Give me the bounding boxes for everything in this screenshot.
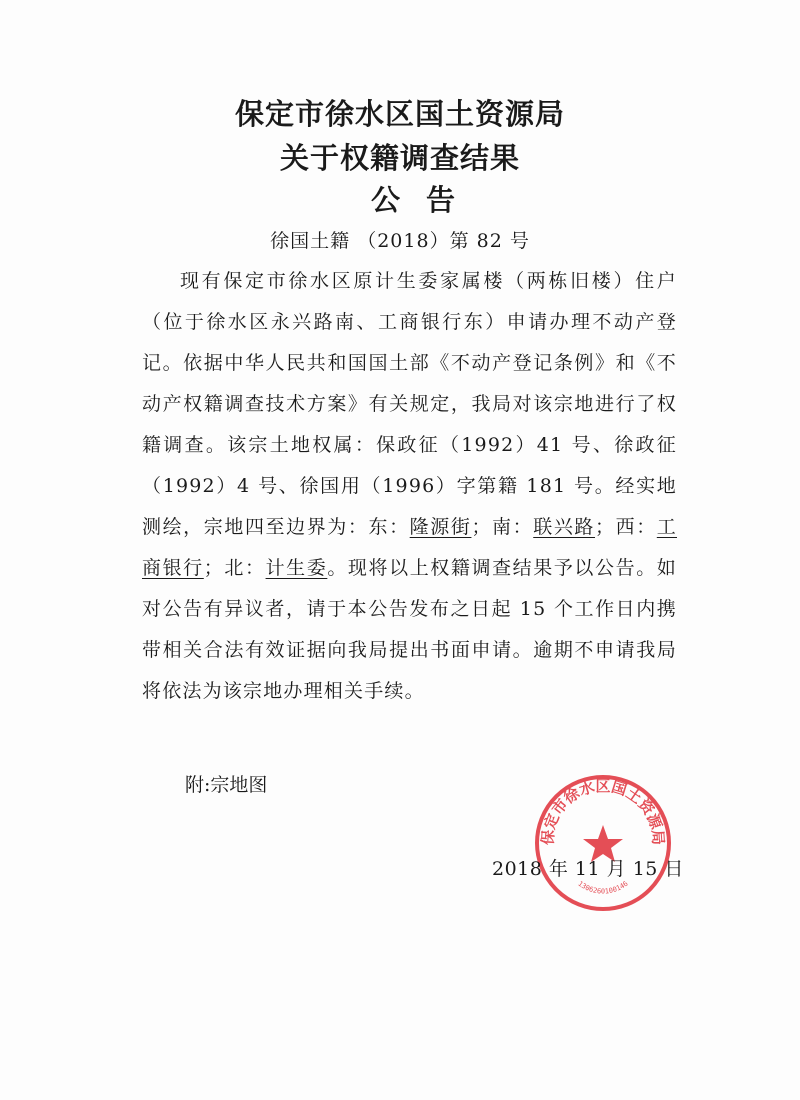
svg-text:1306260100146: 1306260100146: [576, 879, 630, 896]
body-text: 现有保定市徐水区原计生委家属楼（两栋旧楼）住户（位于徐水区永兴路南、工商银行东）申请办理不动产登记。依据中华人民共和国国土部《不动产登记条例》和《不动产权籍调查技术方案》有关规定，我局对该宗地进行了权籍调查。该宗土地权属：保政征（1992）41 号、徐政征（1992）4 号、徐国用（1996）字第籍 181 号。经实地测绘，宗地四至边界为：东：: [142, 270, 677, 538]
document-number: 徐国土籍 （2018）第 82 号: [270, 230, 530, 252]
boundary-north: 计生委: [265, 557, 328, 579]
official-seal: [533, 773, 673, 913]
boundary-south: 联兴路: [533, 516, 596, 538]
sep-south: ；南：: [471, 516, 534, 538]
title-line-1: 保定市徐水区国土资源局: [234, 97, 565, 131]
title-line-3: 公告: [370, 183, 481, 217]
body-text-end: 。现将以上权籍调查结果予以公告。如对公告有异议者，请于本公告发布之日起 15 个工作日内携带相关合法有效证据向我局提出书面申请。逾期不申请我局将依法为该宗地办理相关手续。: [142, 557, 677, 702]
boundary-west: 工商银行: [142, 516, 677, 579]
title-line-2: 关于权籍调查结果: [279, 141, 520, 175]
issue-date: 2018 年 11 月 15 日: [492, 858, 684, 880]
boundary-east: 隆源街: [409, 516, 472, 538]
sep-west: ；西：: [595, 516, 657, 538]
body-paragraph: [142, 261, 677, 712]
svg-text:保定市徐水区国土资源局: 保定市徐水区国土资源局: [538, 777, 668, 846]
sep-north: ；北：: [203, 557, 266, 579]
notice-body: [142, 261, 677, 712]
attachment-note: 附:宗地图: [185, 774, 268, 796]
